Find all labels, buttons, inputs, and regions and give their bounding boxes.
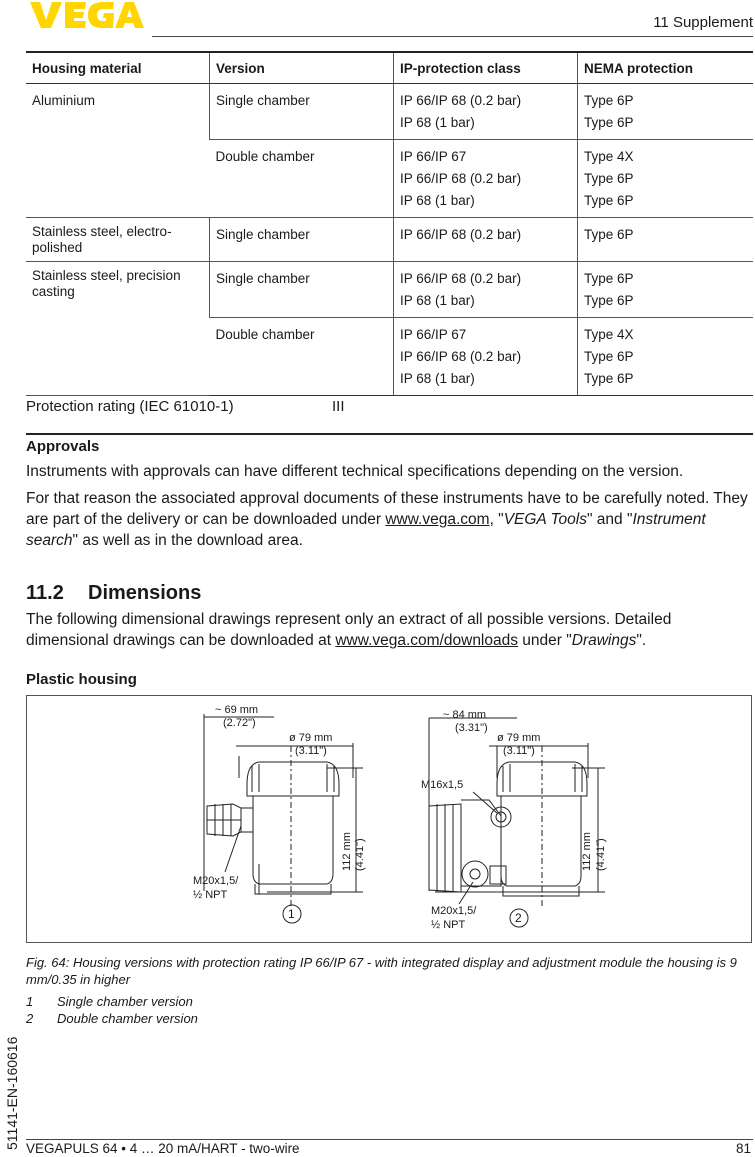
downloads-link[interactable]: www.vega.com/downloads [335,632,518,649]
housing-drawing [26,695,752,943]
table-header-cell: Version [210,52,394,84]
table-header-cell: NEMA protection [578,52,754,84]
vega-logo [28,0,146,30]
left-thread-line-2: ½ NPT [193,889,228,901]
legend-item: 1 Single chamber version [26,994,193,1009]
left-height-mm: 112 mm [341,832,353,871]
section-header: 11 Supplement [653,14,753,31]
protection-rating-value: III [332,398,345,415]
page-number: 81 [735,1141,751,1156]
table-cell-ip: IP 66/IP 68 (0.2 bar) [394,218,578,262]
left-diameter-mm: ø 79 mm [289,732,333,744]
housing-spec-table [26,51,753,396]
table-cell-ip: IP 66/IP 68 (0.2 bar) IP 68 (1 bar) [394,84,578,140]
table-header-row [26,52,753,84]
figure-caption: Fig. 64: Housing versions with protection rating IP 66/IP 67 - with integrated display and adjustment module the housing is 9 mm/0.35 in higher [26,955,737,987]
document-number: 51141-EN-160616 [4,1036,20,1150]
footer-product: VEGAPULS 64 • 4 … 20 mA/HART - two-wire [26,1141,300,1156]
table-cell-material: Aluminium [26,84,210,218]
housing-drawing-svg [27,696,751,942]
approvals-rule [26,433,753,435]
right-width-mm: ~ 84 mm [443,709,487,721]
approvals-paragraph-2: For that reason the associated approval documents of these instruments have to be carefully noted. They are part of the delivery or can be downloaded under www.vega.com, "VEGA Tools" and "Instrument search" as well as in the download area. [26,490,748,549]
left-width-in: (2.72") [223,717,256,729]
marker-2: 2 [515,911,522,925]
section-heading-dimensions: 11.2 Dimensions [26,582,202,604]
table-row [26,84,753,140]
table-row [26,262,753,318]
table-cell-version: Single chamber [210,218,394,262]
left-height-in: (4.41") [354,838,366,871]
right-height-in: (4.41") [595,838,607,871]
table-cell-nema: Type 6P Type 6P [578,84,754,140]
approvals-heading: Approvals [26,438,100,455]
right-thread-line-1: M20x1,5/ [431,905,477,917]
table-cell-ip: IP 66/IP 67 IP 66/IP 68 (0.2 bar) IP 68 (1 bar) [394,318,578,396]
right-diameter-mm: ø 79 mm [497,732,541,744]
legend-item: 2 Double chamber version [26,1011,198,1026]
left-diameter-in: (3.11") [295,745,327,757]
single-chamber-housing-shape [204,714,363,923]
right-width-in: (3.31") [455,722,488,734]
left-width-mm: ~ 69 mm [215,704,259,716]
table-cell-nema: Type 4X Type 6P Type 6P [578,318,754,396]
table-cell-ip: IP 66/IP 68 (0.2 bar) IP 68 (1 bar) [394,262,578,318]
vega-website-link[interactable]: www.vega.com [385,511,490,528]
table-row [26,218,753,262]
approvals-paragraph-1: Instruments with approvals can have different technical specifications depending on the version. [26,463,684,480]
right-height-mm: 112 mm [581,832,593,871]
table-cell-ip: IP 66/IP 67 IP 66/IP 68 (0.2 bar) IP 68 (1 bar) [394,140,578,218]
table-cell-version: Double chamber [210,140,394,218]
dimensions-paragraph: The following dimensional drawings represent only an extract of all possible versions. Detailed dimensional drawings can be downloaded at www.vega.com/downloads under "Drawings". [26,611,672,649]
table-cell-nema: Type 6P [578,218,754,262]
table-cell-version: Double chamber [210,318,394,396]
header-rule [152,36,753,37]
table-cell-material: Stainless steel, precision casting [26,262,210,396]
protection-rating-label: Protection rating (IEC 61010-1) [26,398,234,415]
left-thread-line-1: M20x1,5/ [193,875,239,887]
table-header-cell: Housing material [26,52,210,84]
table-header-cell: IP-protection class [394,52,578,84]
table-cell-nema: Type 4X Type 6P Type 6P [578,140,754,218]
table-cell-nema: Type 6P Type 6P [578,262,754,318]
right-thread-top: M16x1,5 [421,779,464,791]
table-cell-version: Single chamber [210,262,394,318]
marker-1: 1 [288,907,295,921]
table-cell-version: Single chamber [210,84,394,140]
table-cell-material: Stainless steel, electro-polished [26,218,210,262]
footer-rule [26,1139,753,1140]
right-diameter-in: (3.11") [503,745,535,757]
plastic-housing-heading: Plastic housing [26,671,137,688]
right-thread-line-2: ½ NPT [431,919,466,931]
